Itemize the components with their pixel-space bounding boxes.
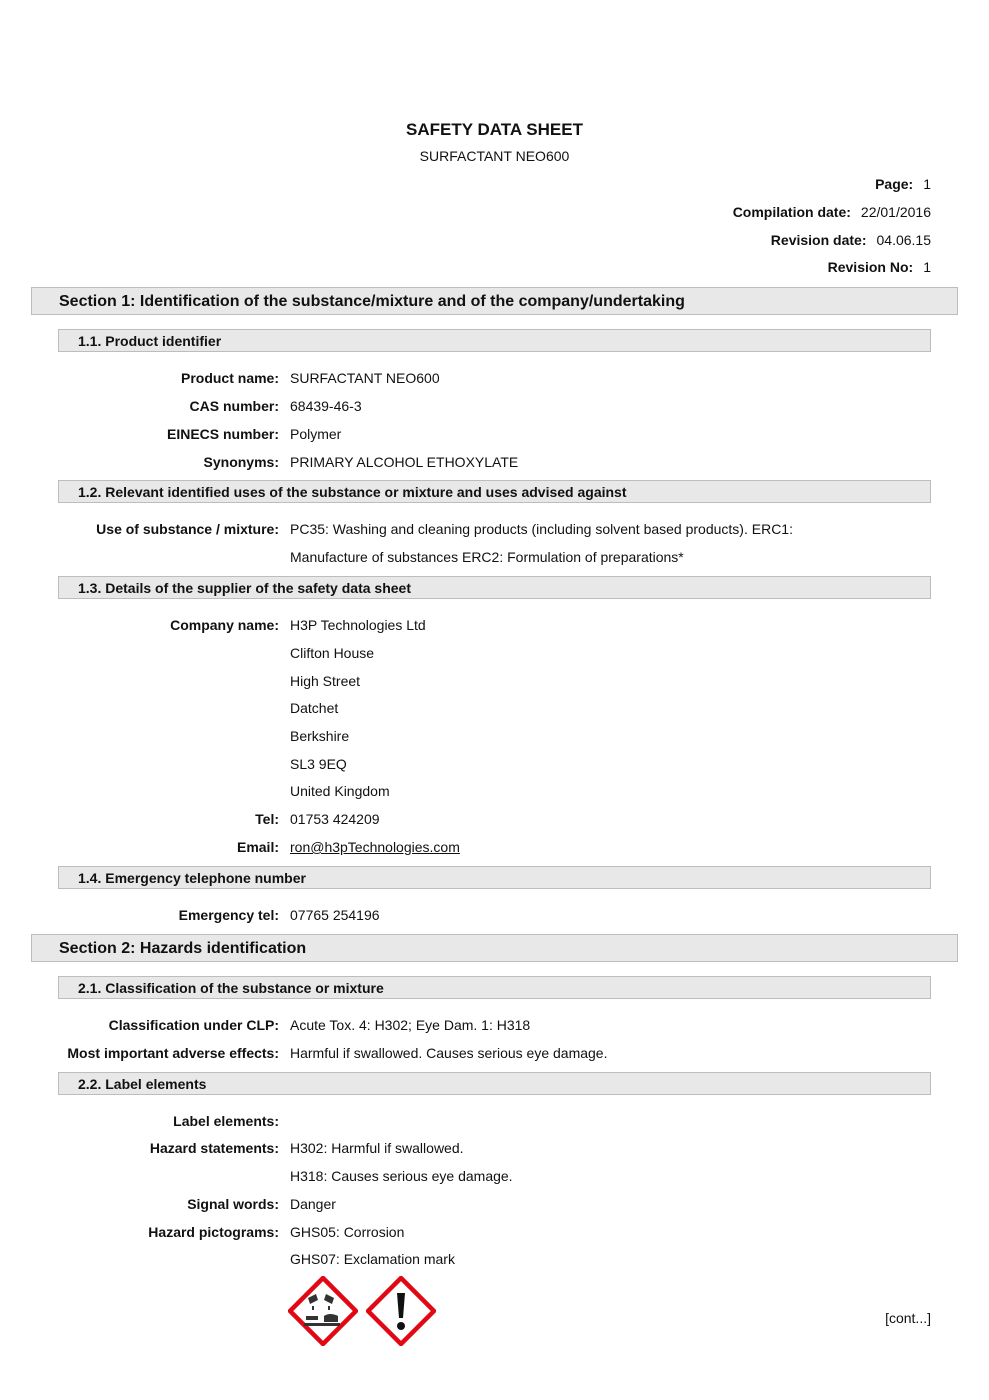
compilation-date: Compilation date: 22/01/2016 [732,204,931,220]
synonyms-label: Synonyms: [203,454,279,470]
classification-clp-label: Classification under CLP: [108,1017,279,1033]
address-line: Clifton House [290,645,375,661]
exclamation-mark-icon [366,1276,436,1346]
hazard-statement-1: H302: Harmful if swallowed. [290,1140,464,1156]
address-line: Datchet [290,700,339,716]
tel-value: 01753 424209 [290,811,380,827]
label-elements-label: Label elements: [173,1113,279,1129]
section-2-2-header: 2.2. Label elements [58,1072,931,1095]
section-1-1-header: 1.1. Product identifier [58,329,931,352]
section-1-2-header: 1.2. Relevant identified uses of the substance or mixture and uses advised against [58,480,931,503]
product-name-value: SURFACTANT NEO600 [290,370,440,386]
synonyms-value: PRIMARY ALCOHOL ETHOXYLATE [290,454,519,470]
address-line: United Kingdom [290,783,390,799]
hazard-pictograms-label: Hazard pictograms: [148,1224,279,1240]
section-1-3-header: 1.3. Details of the supplier of the safety data sheet [58,576,931,599]
adverse-effects-label: Most important adverse effects: [67,1045,279,1061]
corrosion-icon [288,1276,358,1346]
revision-number: Revision No: 1 [827,259,931,275]
hazard-statements-label: Hazard statements: [149,1140,279,1156]
continuation-marker: [cont...] [885,1310,931,1326]
cas-number-value: 68439-46-3 [290,398,362,414]
use-of-substance-label: Use of substance / mixture: [96,521,279,537]
use-of-substance-line-1: PC35: Washing and cleaning products (including solvent based products). ERC1: [290,521,793,537]
use-of-substance-line-2: Manufacture of substances ERC2: Formulation of preparations* [290,549,684,565]
tel-label: Tel: [255,811,279,827]
einecs-number-label: EINECS number: [166,426,279,442]
adverse-effects-value: Harmful if swallowed. Causes serious eye damage. [290,1045,608,1061]
email-link[interactable]: ron@h3pTechnologies.com [290,839,460,855]
hazard-pictogram-2: GHS07: Exclamation mark [290,1251,455,1267]
section-1-header: Section 1: Identification of the substance/mixture and of the company/undertaking [31,287,958,315]
address-line: Berkshire [290,728,350,744]
product-subtitle: SURFACTANT NEO600 [419,148,570,164]
emergency-tel-value: 07765 254196 [290,907,380,923]
address-line: SL3 9EQ [290,756,347,772]
signal-words-label: Signal words: [187,1196,279,1212]
address-line: High Street [290,673,361,689]
revision-date: Revision date: 04.06.15 [770,232,931,248]
classification-clp-value: Acute Tox. 4: H302; Eye Dam. 1: H318 [290,1017,531,1033]
company-name-label: Company name: [170,617,279,633]
company-name-value: H3P Technologies Ltd [290,617,426,633]
product-name-label: Product name: [180,370,279,386]
signal-words-value: Danger [290,1196,336,1212]
hazard-pictogram-1: GHS05: Corrosion [290,1224,405,1240]
emergency-tel-label: Emergency tel: [178,907,279,923]
hazard-statement-2: H318: Causes serious eye damage. [290,1168,513,1184]
page-number: Page: 1 [875,176,931,192]
section-1-4-header: 1.4. Emergency telephone number [58,866,931,889]
einecs-number-value: Polymer [290,426,342,442]
cas-number-label: CAS number: [189,398,279,414]
section-2-1-header: 2.1. Classification of the substance or mixture [58,976,931,999]
section-2-header: Section 2: Hazards identification [31,934,958,962]
email-label: Email: [236,839,279,855]
document-title: SAFETY DATA SHEET [406,120,583,139]
